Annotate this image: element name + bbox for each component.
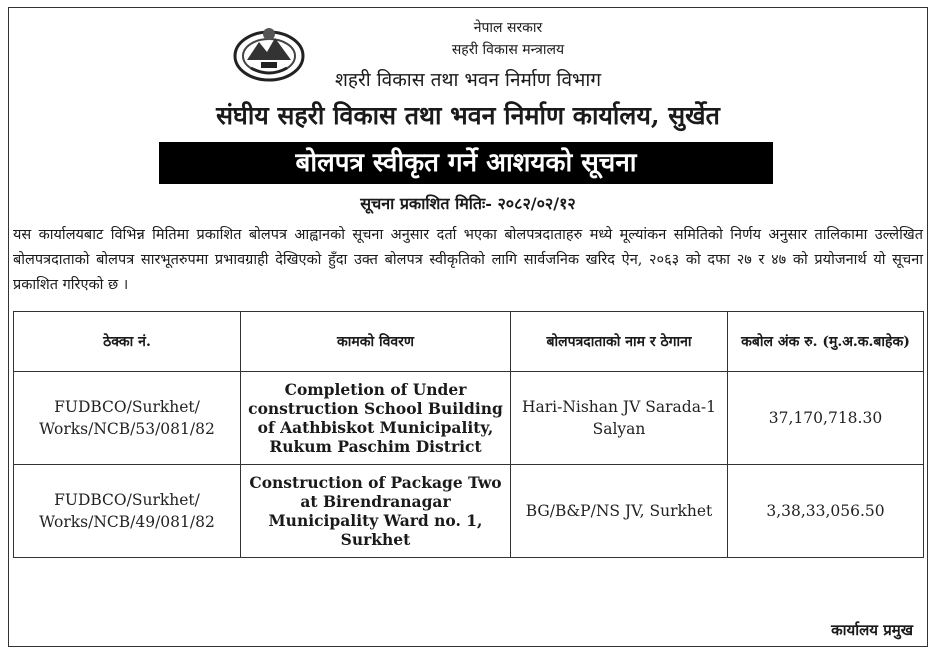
header-work-description: कामको विवरण [241, 312, 511, 372]
table-header-row [14, 312, 924, 372]
bidder-cell: BG/B&P/NS JV, Surkhet [511, 465, 728, 558]
ministry-name: सहरी विकास मन्त्रालय [451, 42, 565, 58]
department-name: शहरी विकास तथा भवन निर्माण विभाग [334, 69, 602, 91]
notice-page [8, 7, 928, 647]
bid-acceptance-table [13, 311, 924, 558]
contract-no-cell: FUDBCO/Surkhet/ Works/NCB/49/081/82 [14, 465, 241, 558]
notice-title: बोलपत्र स्वीकृत गर्ने आशयको सूचना [159, 142, 773, 184]
government-name: नेपाल सरकार [473, 20, 543, 36]
notice-body: यस कार्यालयबाट विभिन्न मितिमा प्रकाशित बोलपत्र आह्वानको सूचना अनुसार दर्ता भएका बोलपत्रदाताहरु मध्ये मूल्यांकन समितिको निर्णय अनुसार तालिकामा उल्लेखित बोलपत्रदाताको बोलपत्र सारभूतरुपमा प्रभावग्राही देखिएको हुँदा उक्त बोलपत्र स्वीकृतिको लागि सार्वजनिक खरिद ऐन, २०६३ को दफा २७ र ४७ को प्रयोजनार्थ यो सूचना प्रकाशित गरिएको छ । [13, 227, 923, 293]
table-row [14, 372, 924, 465]
header-bidder: बोलपत्रदाताको नाम र ठेगाना [511, 312, 728, 372]
work-description-cell: Construction of Package Two at Birendranagar Municipality Ward no. 1, Surkhet [241, 465, 511, 558]
signature-office-chief: कार्यालय प्रमुख [831, 621, 913, 639]
bid-amount-cell: 37,170,718.30 [728, 372, 924, 465]
header-contract-no: ठेक्का नं. [14, 312, 241, 372]
work-description-cell: Completion of Under construction School Building of Aathbiskot Municipality, Rukum Paschim District [241, 372, 511, 465]
publication-date: सूचना प्रकाशित मितिः- २०८२/०२/१२ [360, 194, 576, 213]
bidder-cell: Hari-Nishan JV Sarada-1 Salyan [511, 372, 728, 465]
table-row [14, 465, 924, 558]
bid-amount-cell: 3,38,33,056.50 [728, 465, 924, 558]
header-bid-amount: कबोल अंक रु. (मु.अ.क.बाहेक) [728, 312, 924, 372]
office-name: संघीय सहरी विकास तथा भवन निर्माण कार्यालय, सुर्खेत [216, 101, 720, 130]
contract-no-cell: FUDBCO/Surkhet/ Works/NCB/53/081/82 [14, 372, 241, 465]
